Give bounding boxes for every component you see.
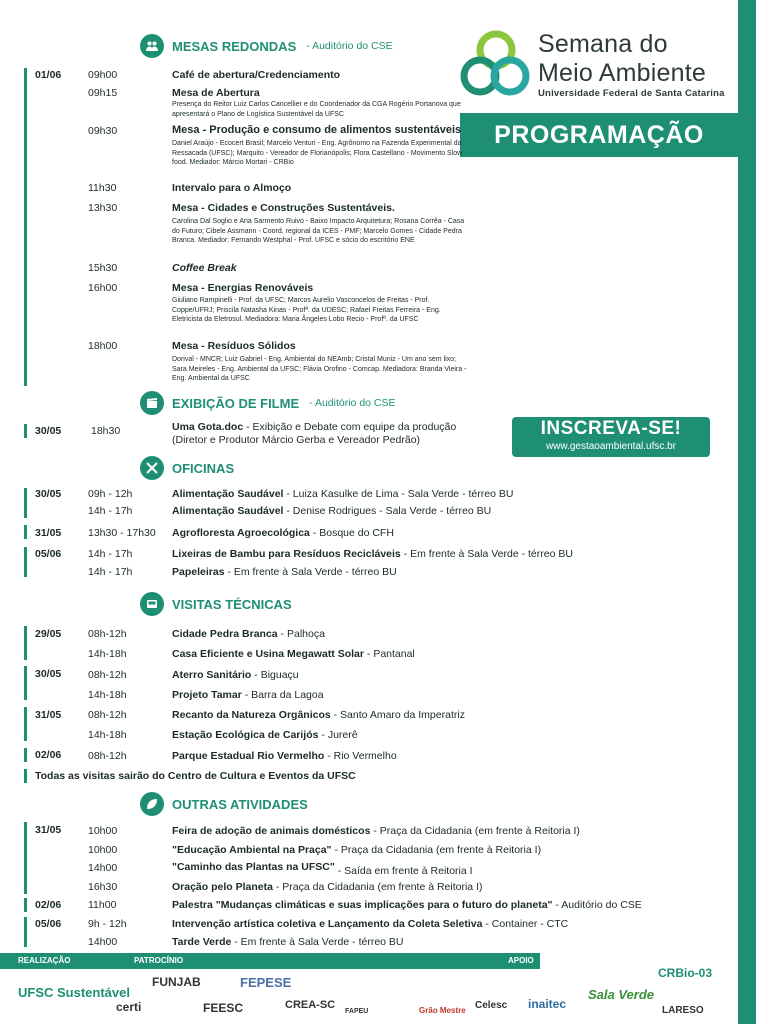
time-label: 08h-12h: [88, 669, 127, 681]
event-title: Palestra "Mudanças climáticas e suas implicações para o futuro do planeta" - Auditório do CSE: [172, 899, 642, 911]
date-bar: [24, 525, 27, 539]
time-label: 16h00: [88, 282, 118, 294]
time-label: 14h - 17h: [88, 548, 133, 560]
event-details: Dorival - MNCR; Luiz Gabriel - Eng. Ambiental do NEAmb; Cristal Muniz - Um ano sem lixo; Sara Meireles - Eng. Ambiental da UFSC; Flávia Orofino - Comcap. Mediadora: Branda Vieira - Eng. Ambiental da UFSC: [172, 356, 467, 383]
time-label: 14h00: [88, 936, 118, 948]
visitas-note: Todas as visitas sairão do Centro de Cultura e Eventos da UFSC: [35, 770, 356, 782]
date-label: 02/06: [35, 749, 62, 761]
event-title: Parque Estadual Rio Vermelho - Rio Vermelho: [172, 750, 397, 762]
section-outras-atividades: [140, 792, 308, 816]
time-label: 16h30: [88, 881, 118, 893]
section-title: VISITAS TÉCNICAS: [172, 596, 292, 612]
event-title: Agrofloresta Agroecológica - Bosque do CFH: [172, 527, 394, 539]
inscreva-se-banner[interactable]: [512, 417, 710, 457]
time-label: 09h00: [88, 69, 118, 81]
event-details: Giuliano Rampinelli - Prof. da UFSC; Marcos Aurelio Vasconcelos de Freitas - Prof. Coppe/UFRJ; Priscila Natasha Kinas - Profª. da UDESC; Rafael Freitas Ferreira - Eng. Eletricista da Eletrosul. Mediadora: Maria Ângeles Lobo Recio - Profª. da UFSC: [172, 297, 441, 324]
date-label: 05/06: [35, 918, 62, 930]
date-bar: [24, 917, 27, 947]
time-label: 15h30: [88, 262, 118, 274]
event-title: Cidade Pedra Branca - Palhoça: [172, 628, 325, 640]
event-details: Daniel Araújo - Ecocert Brasil; Marcelo Venturi - Eng. Agrônomo na Fazenda Experimental da Ressacada (UFSC); Marquito - Vereador de Florianópolis; Flora Castellano - Movimento Slow food. Mediador: Márcio Mortari - CRBio: [172, 140, 463, 167]
time-label: 09h - 12h: [88, 488, 133, 500]
section-title: OUTRAS ATIVIDADES: [172, 796, 308, 812]
time-label: 13h30: [88, 202, 118, 214]
footer-realizacao: REALIZAÇÃO: [18, 956, 71, 965]
logo-fepese: FEPESE: [240, 975, 292, 990]
event-title: Mesa de Abertura: [172, 87, 260, 99]
time-label: 10h00: [88, 844, 118, 856]
event-title: Uma Gota.doc - Exibição e Debate com equipe da produção: [172, 421, 457, 433]
logo-funjab: FUNJAB: [152, 975, 201, 989]
time-label: 09h15: [88, 87, 118, 99]
date-label: 30/05: [35, 488, 62, 500]
date-label: 30/05: [35, 425, 62, 437]
event-title: Projeto Tamar - Barra da Lagoa: [172, 689, 324, 701]
event-title: Mesa - Cidades e Construções Sustentáveis.: [172, 202, 395, 214]
time-label: 14h-18h: [88, 648, 127, 660]
event-title: Coffee Break: [172, 262, 237, 274]
date-bar: [24, 769, 27, 783]
footer-band: [0, 953, 540, 969]
time-label: 9h - 12h: [88, 918, 127, 930]
event-title: Recanto da Natureza Orgânicos - Santo Amaro da Imperatriz: [172, 709, 465, 721]
time-label: 08h-12h: [88, 750, 127, 762]
event-logo-icon: [460, 30, 530, 100]
event-title: Mesa - Resíduos Sólidos: [172, 340, 296, 352]
logo-celesc: Celesc: [475, 1000, 508, 1011]
event-details: Presença do Reitor Luiz Carlos Cancellier e do Coordenador da CGA Rogério Portanova que apresentará o Plano de Logística Sustentável da UFSC: [172, 101, 461, 118]
time-label: 14h - 17h: [88, 505, 133, 517]
event-title: Aterro Sanitário - Biguaçu: [172, 669, 299, 681]
date-bar: [24, 898, 27, 912]
section-visitas-tecnicas: [140, 592, 292, 616]
section-subtitle: - Auditório do CSE: [309, 397, 396, 409]
footer-patrocinio: PATROCÍNIO: [134, 956, 184, 965]
logo-line-2: Meio Ambiente: [538, 59, 706, 87]
section-mesas-redondas: [140, 34, 393, 58]
time-label: 18h00: [88, 340, 118, 352]
time-label: 11h30: [88, 182, 117, 194]
date-bar: [24, 666, 27, 700]
date-label: 29/05: [35, 628, 62, 640]
event-title: Alimentação Saudável - Luiza Kasulke de Lima - Sala Verde - térreo BU: [172, 488, 514, 500]
section-oficinas: [140, 456, 234, 480]
time-label: 08h-12h: [88, 709, 127, 721]
inscreva-url[interactable]: www.gestaoambiental.ufsc.br: [545, 441, 677, 452]
event-title: Tarde Verde - Em frente à Sala Verde - térreo BU: [172, 936, 404, 948]
event-title: Feira de adoção de animais domésticos - Praça da Cidadania (em frente à Reitoria I): [172, 825, 580, 837]
date-label: 01/06: [35, 69, 62, 81]
date-label: 30/05: [35, 668, 62, 680]
event-title: Mesa - Produção e consumo de alimentos sustentáveis: [172, 124, 462, 136]
time-label: 08h-12h: [88, 628, 127, 640]
logo-line-3: Universidade Federal de Santa Catarina: [538, 88, 725, 99]
section-subtitle: - Auditório do CSE: [306, 40, 393, 52]
time-label: 09h30: [88, 125, 118, 137]
date-label: 31/05: [35, 824, 62, 836]
event-logo: [460, 26, 730, 106]
date-bar: [24, 547, 27, 577]
time-label: 14h-18h: [88, 689, 127, 701]
right-sidebar-stripe: [738, 0, 756, 1024]
logo-fapeu: FAPEU: [345, 1008, 369, 1015]
logo-grao-mestre: Grão Mestre: [419, 1006, 466, 1015]
event-title: Oração pelo Planeta - Praça da Cidadania (em frente à Reitoria I): [172, 881, 483, 893]
event-title: Intervalo para o Almoço: [172, 182, 292, 194]
time-label: 14h - 17h: [88, 566, 133, 578]
time-label: 10h00: [88, 825, 118, 837]
logo-feesc: FEESC: [203, 1001, 244, 1015]
logo-line-1: Semana do: [538, 30, 668, 58]
date-label: 05/06: [35, 548, 62, 560]
event-title: "Caminho das Plantas na UFSC" - Saída em frente à Reitoria I: [172, 861, 473, 877]
tools-icon: [140, 456, 164, 480]
leaf-icon: [140, 792, 164, 816]
event-title: Papeleiras - Em frente à Sala Verde - térreo BU: [172, 566, 397, 578]
logo-crea-sc: CREA-SC: [285, 999, 336, 1011]
people-icon: [140, 34, 164, 58]
event-title: Mesa - Energias Renováveis: [172, 282, 314, 294]
date-label: 31/05: [35, 709, 62, 721]
date-bar: [24, 626, 27, 660]
logo-crbio: CRBio-03: [658, 966, 713, 980]
date-bar: [24, 822, 27, 894]
time-label: 13h30 - 17h30: [88, 527, 156, 539]
time-label: 14h00: [88, 862, 118, 874]
logo-lareso: LARESO: [662, 1005, 704, 1016]
date-bar: [24, 488, 27, 518]
logo-sala-verde: Sala Verde: [588, 987, 655, 1002]
programacao-banner: PROGRAMAÇÃO: [460, 113, 738, 157]
date-bar: [24, 748, 27, 762]
logo-ufsc: UFSC Sustentável: [18, 985, 130, 1000]
event-subtitle: (Diretor e Produtor Márcio Gerba e Vereador Pedrão): [172, 434, 421, 446]
time-label: 14h-18h: [88, 729, 127, 741]
logo-inaitec: inaitec: [528, 997, 567, 1011]
event-title: Café de abertura/Credenciamento: [172, 69, 341, 81]
logo-certi: certi: [116, 1000, 142, 1014]
event-title: Intervenção artística coletiva e Lançamento da Coleta Seletiva - Container - CTC: [172, 918, 569, 930]
section-title: EXIBIÇÃO DE FILME: [172, 395, 300, 411]
time-label: 18h30: [91, 425, 121, 437]
event-details: Carolina Dal Soglio e Ana Sarmento Ruivo - Baixo Impacto Arquitetura; Rosana Corrêa - Casa do Futuro; Cibele Assmann - Coord. regional da ICES - PMF; Marcelo Gomes - Cidade Pedra Branca. Mediador: Fernando Westphal - Prof. UFSC e sócio do escritório ENE: [172, 218, 465, 245]
section-title: OFICINAS: [172, 460, 235, 476]
date-label: 02/06: [35, 899, 62, 911]
clapperboard-icon: [140, 391, 164, 415]
event-title: Alimentação Saudável - Denise Rodrigues - Sala Verde - térreo BU: [172, 505, 492, 517]
date-bar: [24, 707, 27, 741]
event-title: Casa Eficiente e Usina Megawatt Solar - Pantanal: [172, 648, 415, 660]
bus-icon: [140, 592, 164, 616]
event-title: "Educação Ambiental na Praça" - Praça da Cidadania (em frente à Reitoria I): [172, 844, 542, 856]
section-title: MESAS REDONDAS: [172, 38, 297, 54]
inscreva-title: INSCREVA-SE!: [540, 418, 682, 439]
date-bar: [24, 424, 27, 438]
date-label: 31/05: [35, 527, 62, 539]
event-title: Estação Ecológica de Carijós - Jurerê: [172, 729, 358, 741]
section-exibicao-filme: [140, 391, 396, 415]
date-bar: [24, 68, 27, 386]
event-title: Lixeiras de Bambu para Resíduos Recicláveis - Em frente à Sala Verde - térreo BU: [172, 548, 573, 560]
time-label: 11h00: [88, 899, 117, 911]
footer-apoio: APOIO: [508, 956, 534, 965]
